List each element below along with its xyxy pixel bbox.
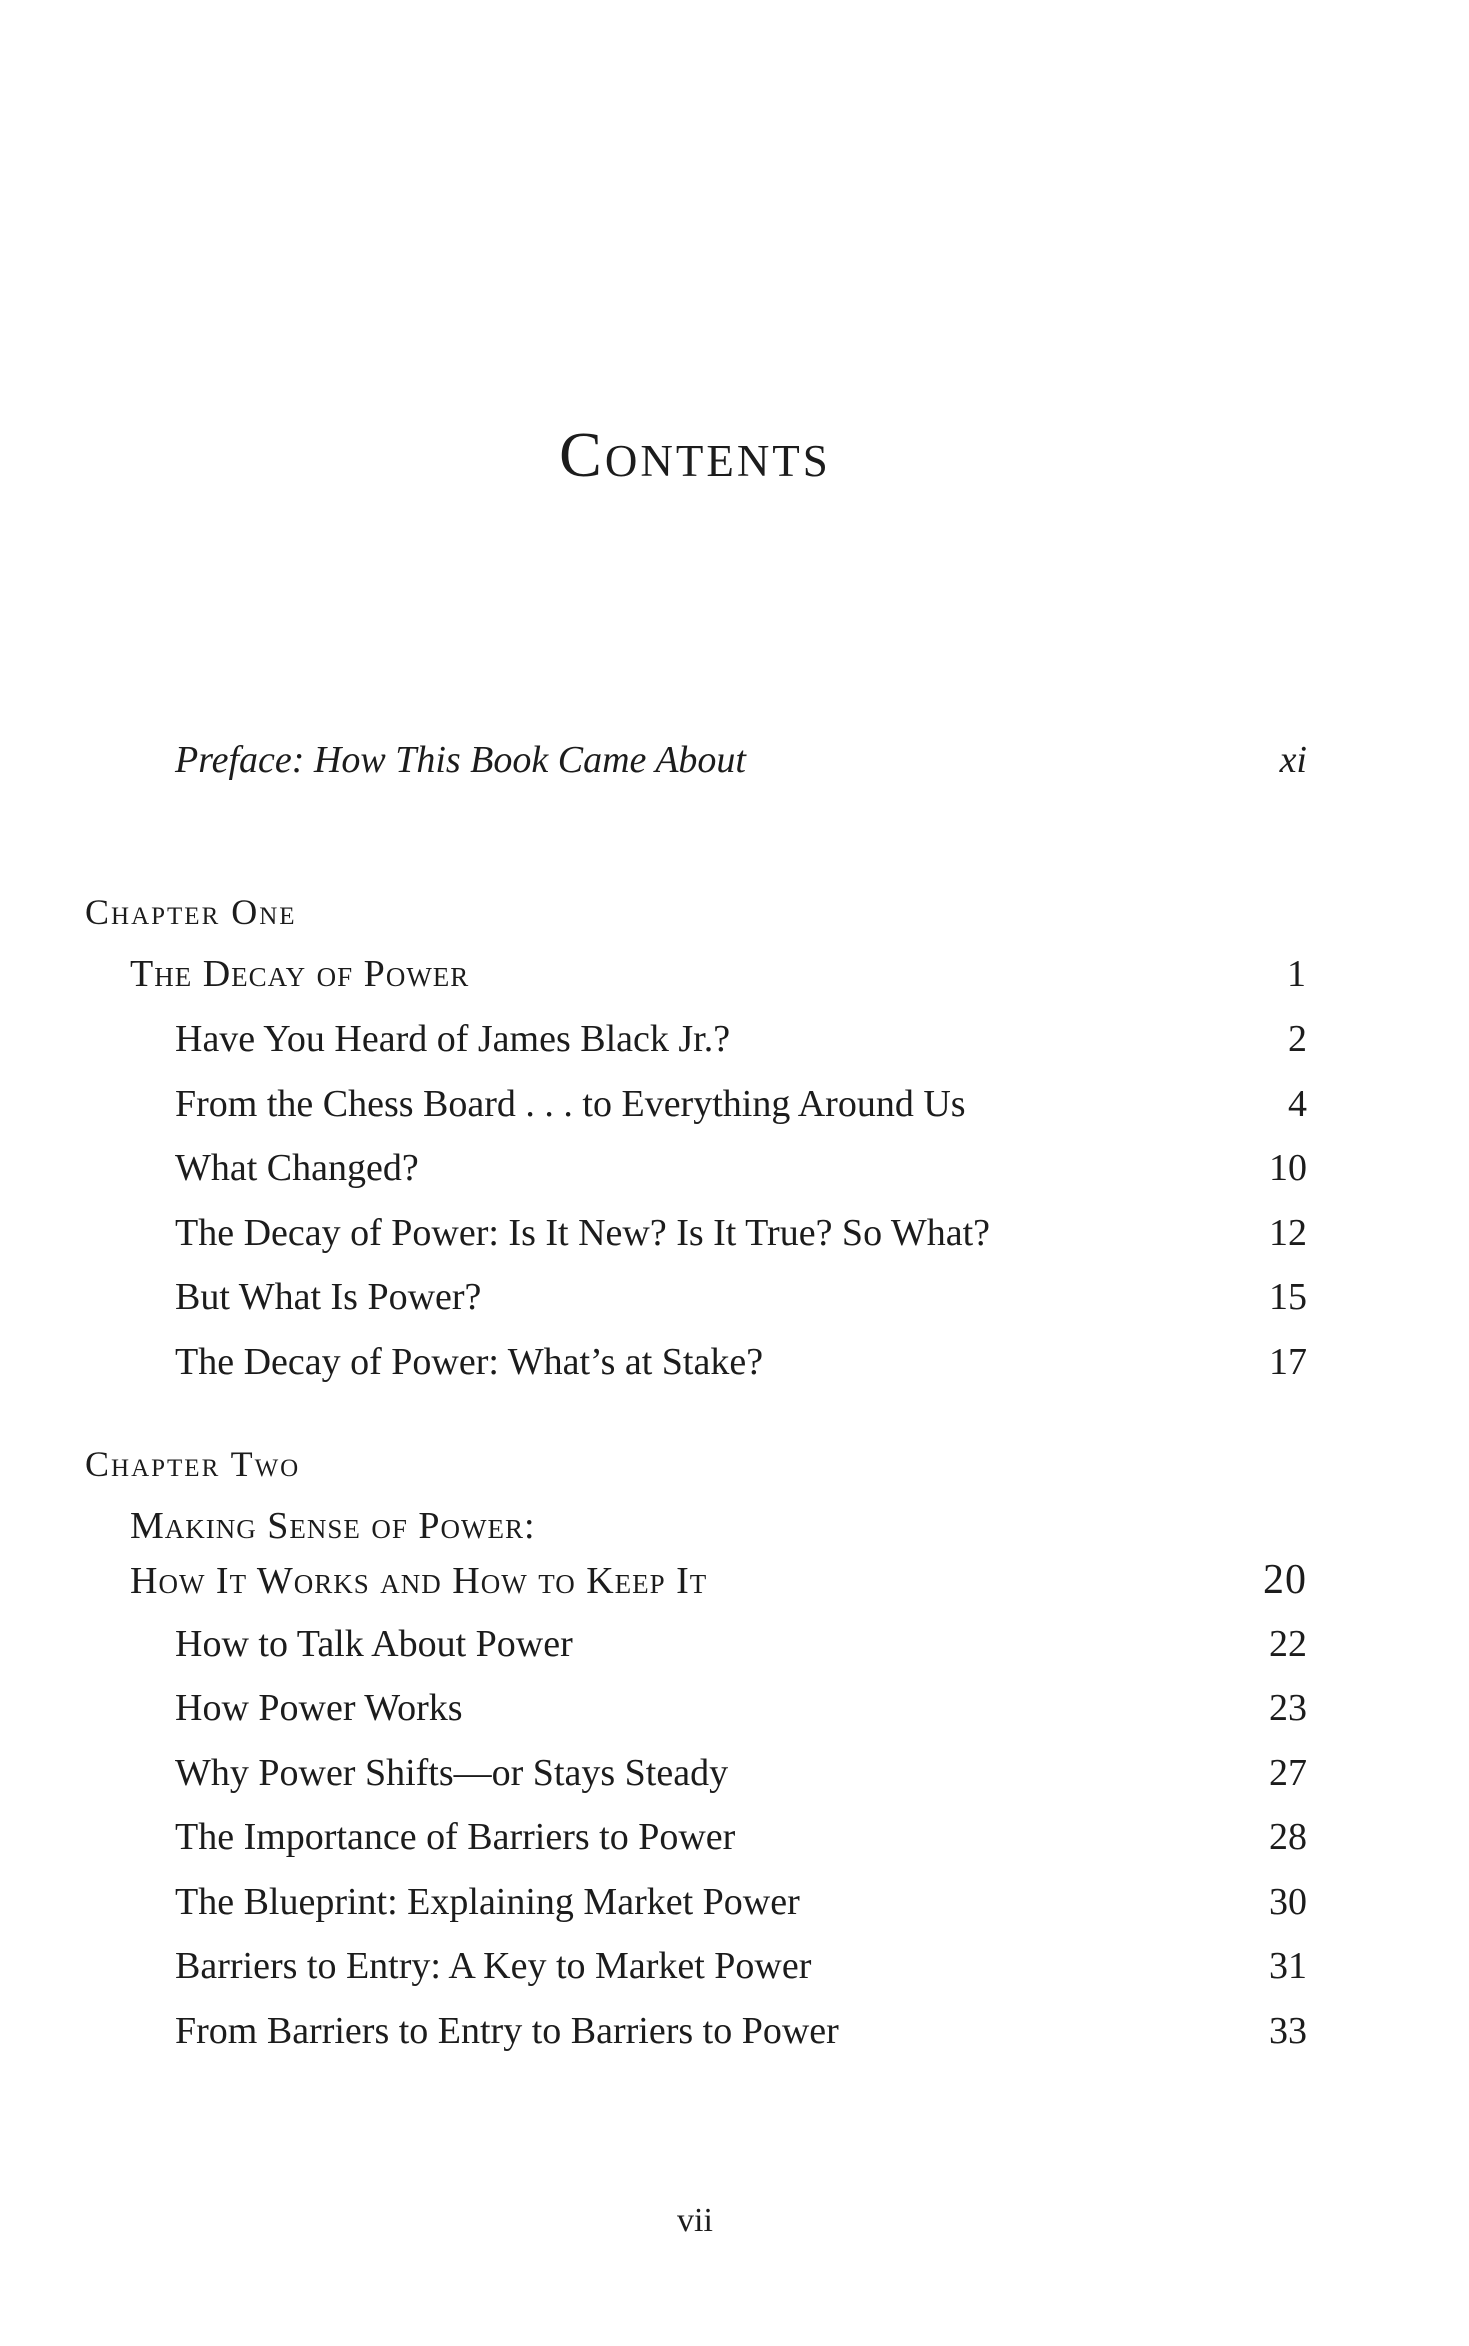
toc-entry[interactable] [175,2007,1307,2055]
toc-entry-title: How to Talk About Power [175,1623,573,1665]
toc-entry[interactable] [175,1144,1307,1192]
toc-entry[interactable] [175,1749,1307,1797]
toc-page-number: 33 [1269,2010,1307,2052]
toc-entry-title: The Decay of Power: What’s at Stake? [175,1341,764,1383]
toc-entry-title: The Blueprint: Explaining Market Power [175,1881,800,1923]
toc-page-number: 10 [1269,1147,1307,1189]
toc-entry[interactable] [175,1684,1307,1732]
toc-page-number: 31 [1269,1945,1307,1987]
toc-entry-chapter-title[interactable] [130,950,1307,998]
toc-page-number: 1 [1287,953,1307,995]
toc-page-number: 28 [1269,1816,1307,1858]
toc-page-number: 20 [1263,1557,1307,1603]
toc-entry-chapter-title[interactable] [130,1556,1307,1605]
page-folio: vii [677,2202,713,2239]
toc-entry[interactable] [175,1338,1307,1386]
toc-page-number: 22 [1269,1623,1307,1665]
toc-page-number: 17 [1269,1341,1307,1383]
toc-entry-title: The Decay of Power [130,953,470,995]
toc-entry-title: How It Works and How to Keep It [130,1560,708,1602]
toc-entry-title: Have You Heard of James Black Jr.? [175,1018,731,1060]
toc-entry-title: From Barriers to Entry to Barriers to Power [175,2010,839,2052]
toc-entry[interactable] [175,1620,1307,1668]
chapter-title-line: Making Sense of Power: [130,1505,536,1547]
toc-page-number: 12 [1269,1212,1307,1254]
toc-entry-preface[interactable] [175,736,1307,784]
toc-page-number: 2 [1288,1018,1307,1060]
toc-entry-title: Preface: How This Book Came About [175,739,746,781]
chapter-label: Chapter One [85,892,297,932]
toc-entry[interactable] [175,1813,1307,1861]
toc-page-number: 27 [1269,1752,1307,1794]
toc-entry[interactable] [175,1209,1307,1257]
chapter-label: Chapter Two [85,1444,301,1484]
toc-page-number: xi [1279,739,1307,781]
toc-entry[interactable] [175,1015,1307,1063]
toc-page-number: 15 [1269,1276,1307,1318]
toc-entry[interactable] [175,1878,1307,1926]
toc-entry-title: From the Chess Board . . . to Everything Around Us [175,1083,966,1125]
toc-page-number: 30 [1269,1881,1307,1923]
toc-page-number: 4 [1288,1083,1307,1125]
toc-entry-title: How Power Works [175,1687,463,1729]
toc-entry-title: The Importance of Barriers to Power [175,1816,736,1858]
toc-entry[interactable] [175,1080,1307,1128]
toc-entry[interactable] [175,1942,1307,1990]
toc-page-number: 23 [1269,1687,1307,1729]
toc-entry-title: The Decay of Power: Is It New? Is It True? So What? [175,1212,991,1254]
toc-entry-title: But What Is Power? [175,1276,482,1318]
toc-entry-title: What Changed? [175,1147,419,1189]
toc-entry[interactable] [175,1273,1307,1321]
page-title: Contents [559,419,831,490]
toc-entry-title: Why Power Shifts—or Stays Steady [175,1752,729,1794]
toc-entry-title: Barriers to Entry: A Key to Market Power [175,1945,812,1987]
